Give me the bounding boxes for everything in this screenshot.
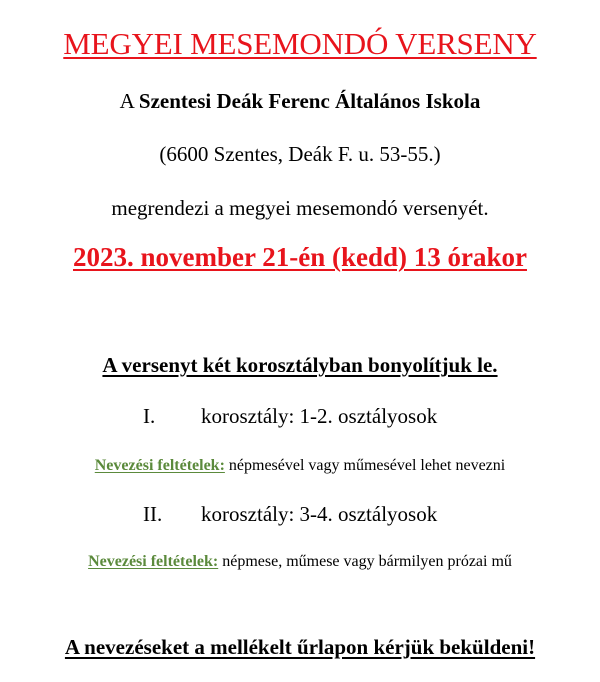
age-group-2-conditions: [0, 551, 600, 573]
page-title: MEGYEI MESEMONDÓ VERSENY: [63, 26, 537, 61]
age-group-1-conditions: [0, 455, 600, 477]
conditions-label: Nevezési feltételek:: [94, 457, 225, 474]
announcement-text: megrendezi a megyei mesemondó versenyét.: [111, 196, 489, 220]
groups-heading: A versenyt két korosztályban bonyolítjuk le.: [102, 353, 498, 377]
event-date: 2023. november 21-én (kedd) 13 órakor: [73, 242, 527, 272]
age-group-2: [143, 500, 543, 528]
organizer-name: Szentesi Deák Ferenc Általános Iskola: [138, 89, 481, 113]
organizer-line: [0, 87, 600, 115]
closing-note: A nevezéseket a mellékelt űrlapon kérjük beküldeni!: [64, 635, 536, 659]
age-group-2-description: korosztály: 3-4. osztályosok: [201, 502, 438, 526]
age-group-1: [143, 402, 543, 430]
conditions-text: népmesével vagy műmesével lehet nevezni: [224, 457, 506, 474]
age-group-2-numeral: II.: [143, 502, 163, 526]
conditions-label: Nevezési feltételek:: [88, 553, 219, 570]
age-group-1-description: korosztály: 1-2. osztályosok: [201, 404, 438, 428]
organizer-prefix: A: [119, 89, 134, 113]
age-group-1-numeral: I.: [143, 404, 156, 428]
conditions-text: népmese, műmese vagy bármilyen prózai mű: [218, 553, 512, 570]
organizer-address: (6600 Szentes, Deák F. u. 53-55.): [159, 142, 441, 166]
